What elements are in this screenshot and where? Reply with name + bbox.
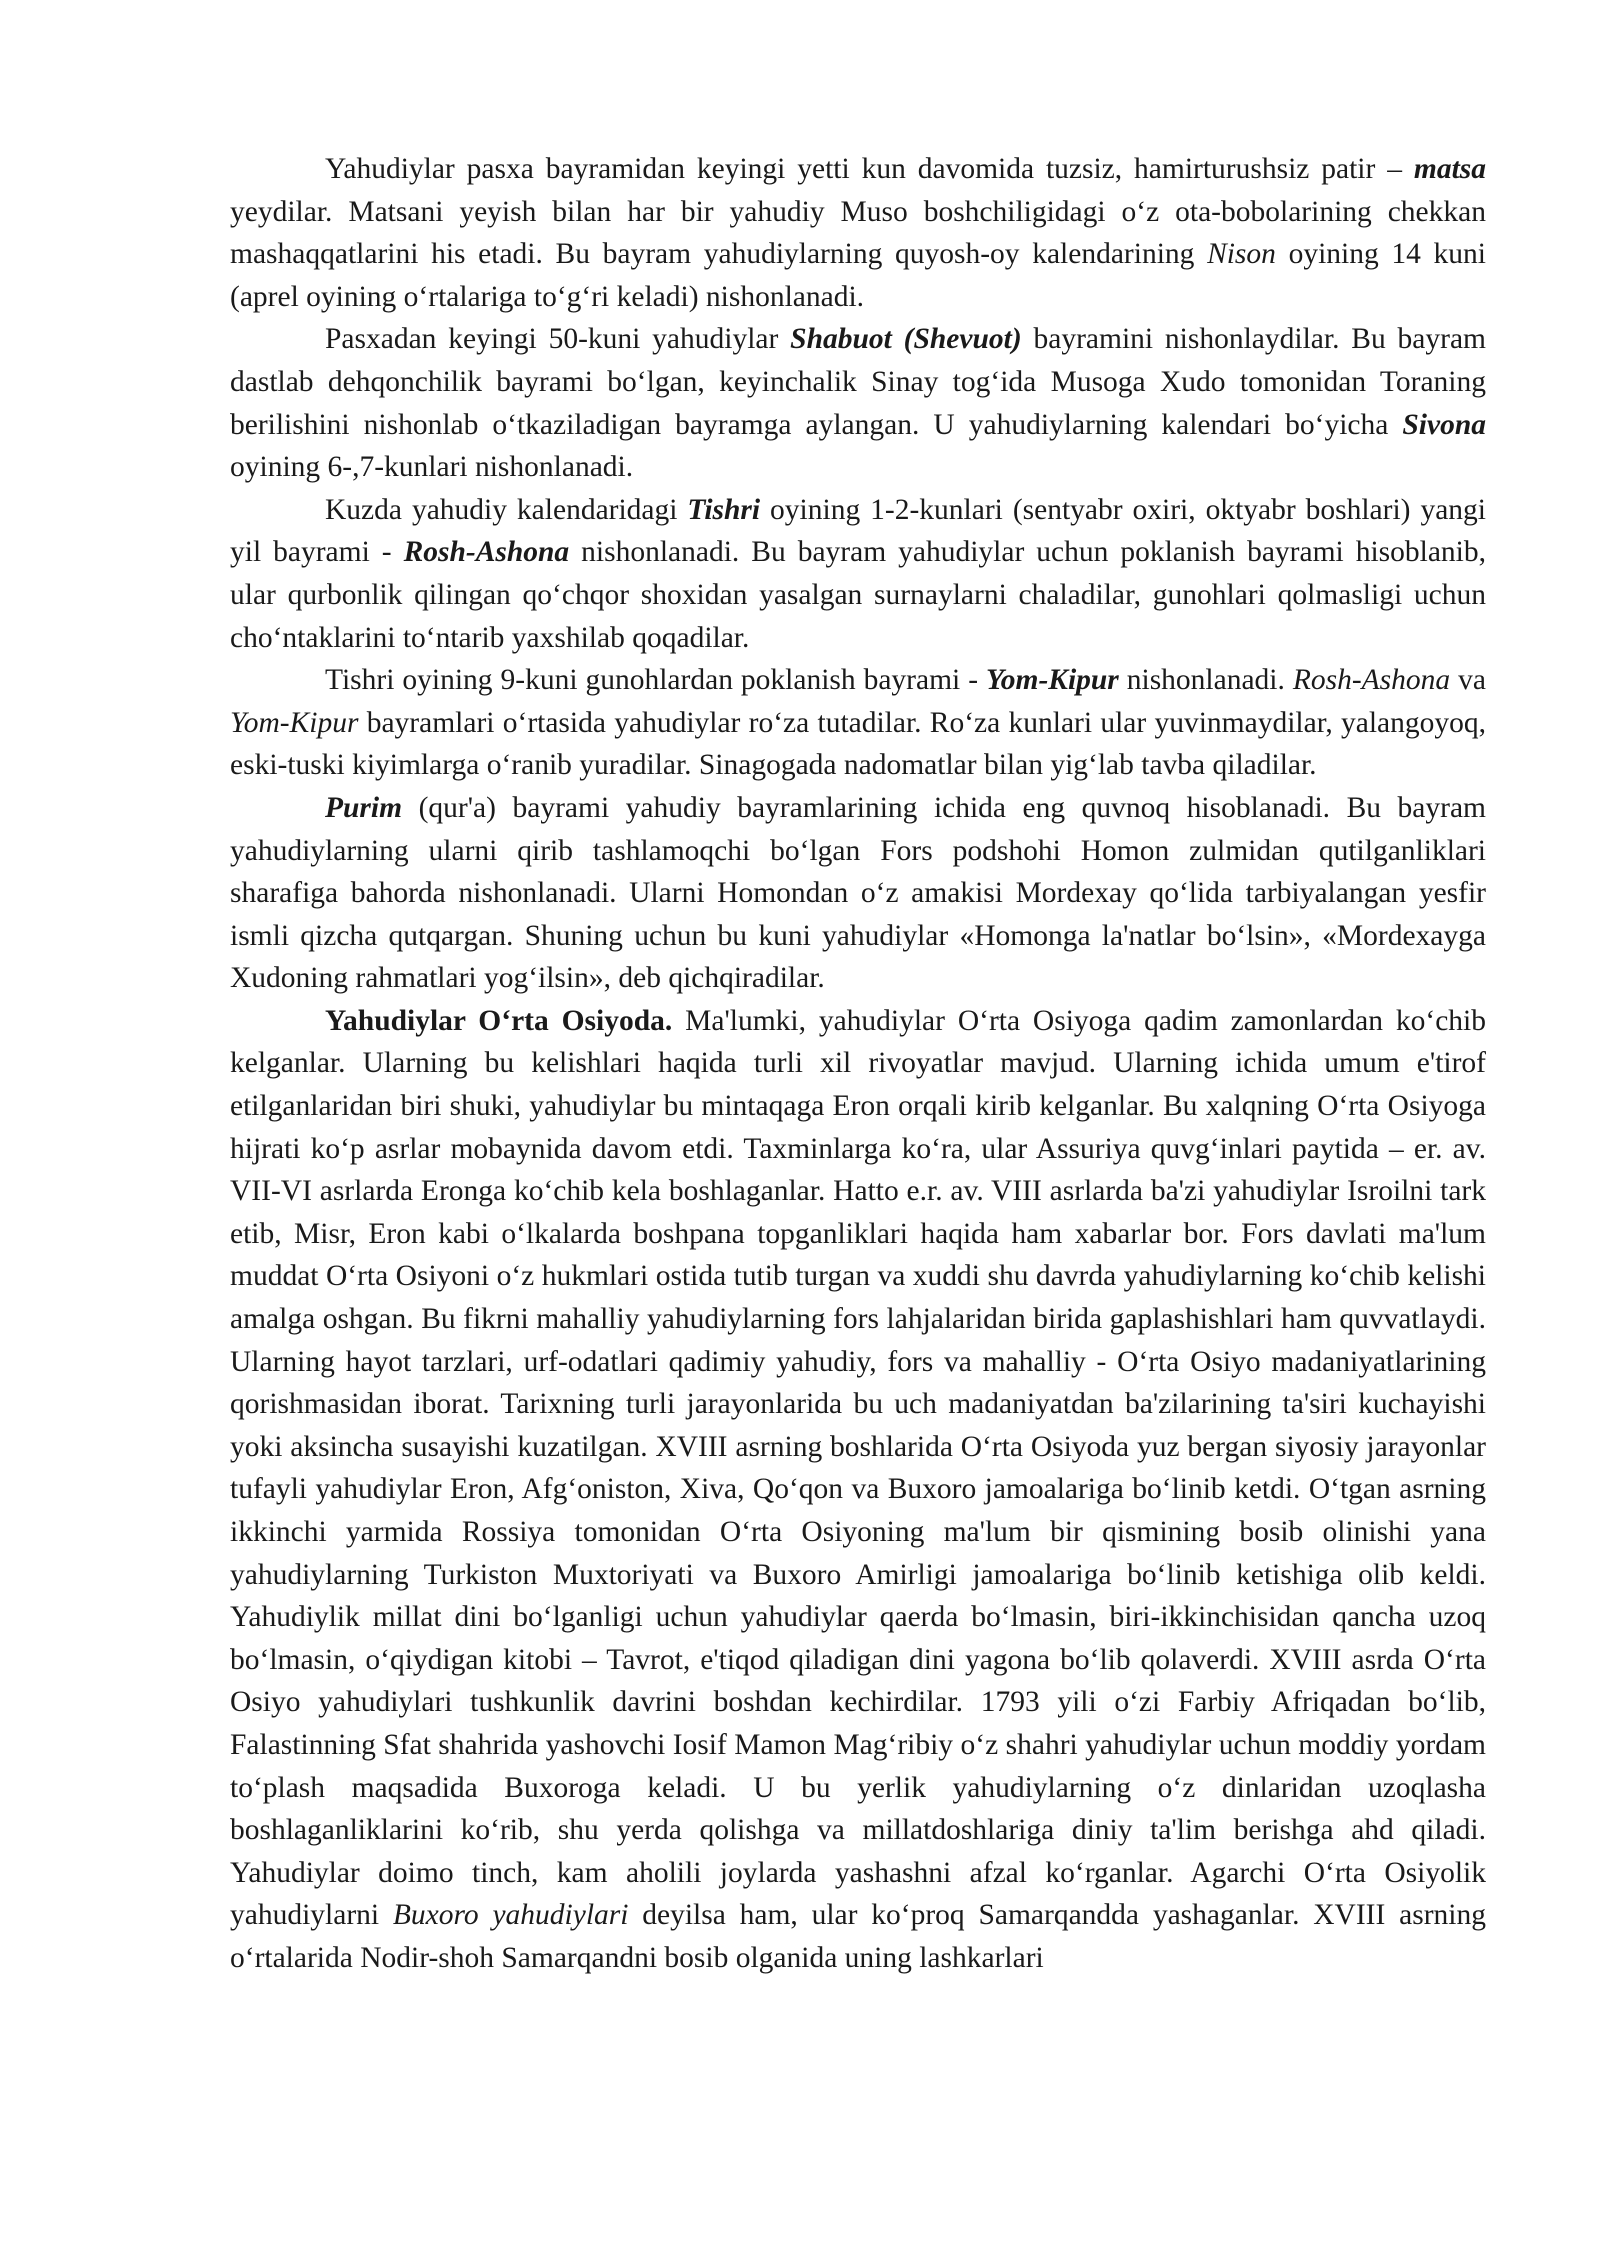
text-run: oyining 1-2-kunlari (sentyabr oxiri, oktyabr boshlari) yangi yil bayrami -: [230, 493, 1486, 569]
paragraph-central-asia: [230, 1000, 1486, 1980]
text-run: deyilsa ham, ular ko‘proq Samarqandda yashaganlar. XVIII asrning o‘rtalarida Nodir-shoh Samarqandni bosib olganida uning lashkarlari: [230, 1899, 1486, 1974]
text-run: va: [1450, 664, 1486, 697]
paragraph-rosh-ashona: [230, 489, 1486, 659]
emphasis-term: Yom-Kipur: [986, 664, 1119, 697]
paragraph-yom-kipur: [230, 659, 1486, 787]
emphasis-term: Rosh-Ashona: [403, 536, 570, 569]
text-run: Pasxadan keyingi 50-kuni yahudiylar: [325, 323, 791, 356]
paragraph-purim: [230, 787, 1486, 1000]
text-run: oyining 14 kuni (aprel oyining o‘rtalariga to‘g‘ri keladi) nishonlanadi.: [230, 238, 1486, 313]
emphasis-term: Yom-Kipur: [230, 706, 359, 739]
text-run: bayramini nishonlaydilar. Bu bayram dastlab dehqonchilik bayrami bo‘lgan, keyinchalik Sinay tog‘ida Musoga Xudo tomonidan Toraning berilishini nishonlab o‘tkaziladigan bayramga aylangan. U yahudiylarning kalendari bo‘yicha: [230, 323, 1486, 441]
text-run: Ma'lumki, yahudiylar O‘rta Osiyoga qadim zamonlardan ko‘chib kelganlar. Ularning bu kelishlari haqida turli xil rivoyatlar mavjud. Ularning ichida umum e'tirof etilganlaridan biri shuki, yahudiylar bu mintaqaga Eron orqali kirib kelganlar. Bu xalqning O‘rta Osiyoga hijrati ko‘p asrlar mobaynida davom etdi. Taxminlarga ko‘ra, ular Assuriya quvg‘inlari paytida – er. av. VII-VI asrlarda Eronga ko‘chib kela boshlaganlar. Hatto e.r. av. VIII asrlarda ba'zi yahudiylar Isroilni tark etib, Misr, Eron kabi o‘lkalarda boshpana topganliklari haqida ham xabarlar bor. Fors davlati ma'lum muddat O‘rta Osiyoni o‘z hukmlari ostida tutib turgan va xuddi shu davrda yahudiylarning ko‘chib kelishi amalga oshgan. Bu fikrni mahalliy yahudiylarning fors lahjalaridan birida gaplashishlari ham quvvatlaydi. Ularning hayot tarzlari, urf-odatlari qadimiy yahudiy, fors va mahalliy - O‘rta Osiyo madaniyatlarining qorishmasidan iborat. Tarixning turli jarayonlarida bu uch madaniyatdan ba'zilarining ta'siri kuchayishi yoki aksincha susayishi kuzatilgan. XVIII asrning boshlarida O‘rta Osiyoda yuz bergan siyosiy jarayonlar tufayli yahudiylar Eron, Afg‘oniston, Xiva, Qo‘qon va Buxoro jamoalariga bo‘linib ketdi. O‘tgan asrning ikkinchi yarmida Rossiya tomonidan O‘rta Osiyoning ma'lum bir qismining bosib olinishi yana yahudiylarning Turkiston Muxtoriyati va Buxoro Amirligi jamoalariga bo‘linib ketishiga olib keldi. Yahudiylik millat dini bo‘lganligi uchun yahudiylar qaerda bo‘lmasin, biri-ikkinchisidan qancha uzoq bo‘lmasin, o‘qiydigan kitobi – Tavrot, e'tiqod qiladigan dini yagona bo‘lib qolaverdi. XVIII asrda O‘rta Osiyo yahudiylari tushkunlik davrini boshdan kechirdilar. 1793 yili o‘zi Farbiy Afriqadan bo‘lib, Falastinning Sfat shahrida yashovchi Iosif Mamon Mag‘ribiy o‘z shahri yahudiylar uchun moddiy yordam to‘plash maqsadida Buxoroga keladi. U bu yerlik yahudiylarning o‘z dinlaridan uzoqlasha boshlaganliklarini ko‘rib, shu yerda qolishga va millatdoshlariga diniy ta'lim berishga ahd qiladi. Yahudiylar doimo tinch, kam aholili joylarda yashashni afzal ko‘rganlar. Agarchi O‘rta Osiyolik yahudiylarni: [230, 1004, 1486, 1932]
emphasis-term: Buxoro yahudiylari: [392, 1899, 629, 1932]
emphasis-term: Rosh-Ashona: [1292, 664, 1451, 697]
text-run: nishonlanadi. Bu bayram yahudiylar uchun poklanish bayrami hisoblanib, ular qurbonlik qilingan qo‘chqor shoxidan yasalgan surnaylarni chaladilar, gunohlari qolmasligi uchun cho‘ntaklarini to‘ntarib yaxshilab qoqadilar.: [230, 536, 1486, 654]
emphasis-term: Yahudiylar O‘rta Osiyoda.: [325, 1004, 673, 1037]
text-run: oyining 6-,7-kunlari nishonlanadi.: [230, 451, 634, 484]
paragraph-matsa: [230, 148, 1486, 318]
text-run: nishonlanadi.: [1118, 664, 1293, 697]
emphasis-term: Shabuot (Shevuot): [790, 323, 1022, 356]
emphasis-term: Sivona: [1402, 408, 1486, 441]
document-page: [230, 148, 1486, 1980]
text-run: Yahudiylar pasxa bayramidan keyingi yetti kun davomida tuzsiz, hamirturushsiz patir –: [325, 153, 1414, 185]
text-run: yeydilar. Matsani yeyish bilan har bir yahudiy Muso boshchiligidagi o‘z ota-bobolarining chekkan mashaqqatlarini his etadi. Bu bayram yahudiylarning quyosh-oy kalendarining: [230, 195, 1486, 271]
text-run: (qur'a) bayrami yahudiy bayramlarining ichida eng quvnoq hisoblanadi. Bu bayram yahudiylarning ularni qirib tashlamoqchi bo‘lgan Fors podshohi Homon zulmidan qutilganliklari sharafiga bahorda nishonlanadi. Ularni Homondan o‘z amakisi Mordexay qo‘lida tarbiyalangan yesfir ismli qizcha qutqargan. Shuning uchun bu kuni yahudiylar «Homonga la'natlar bo‘lsin», «Mordexayga Xudoning rahmatlari yog‘ilsin», deb qichqiradilar.: [230, 791, 1486, 995]
text-run: Kuzda yahudiy kalendaridagi: [325, 493, 688, 526]
emphasis-term: Purim: [325, 791, 403, 824]
text-run: Tishri oyining 9-kuni gunohlardan poklanish bayrami -: [325, 664, 986, 697]
text-run: bayramlari o‘rtasida yahudiylar ro‘za tutadilar. Ro‘za kunlari ular yuvinmaydilar, yalangoyoq, eski-tuski kiyimlarga o‘ranib yuradilar. Sinagogada nadomatlar bilan yig‘lab tavba qiladilar.: [230, 706, 1486, 782]
emphasis-term: Tishri: [687, 493, 761, 526]
emphasis-term: matsa: [1413, 153, 1486, 185]
paragraph-shabuot: [230, 318, 1486, 488]
emphasis-term: Nison: [1207, 238, 1276, 271]
